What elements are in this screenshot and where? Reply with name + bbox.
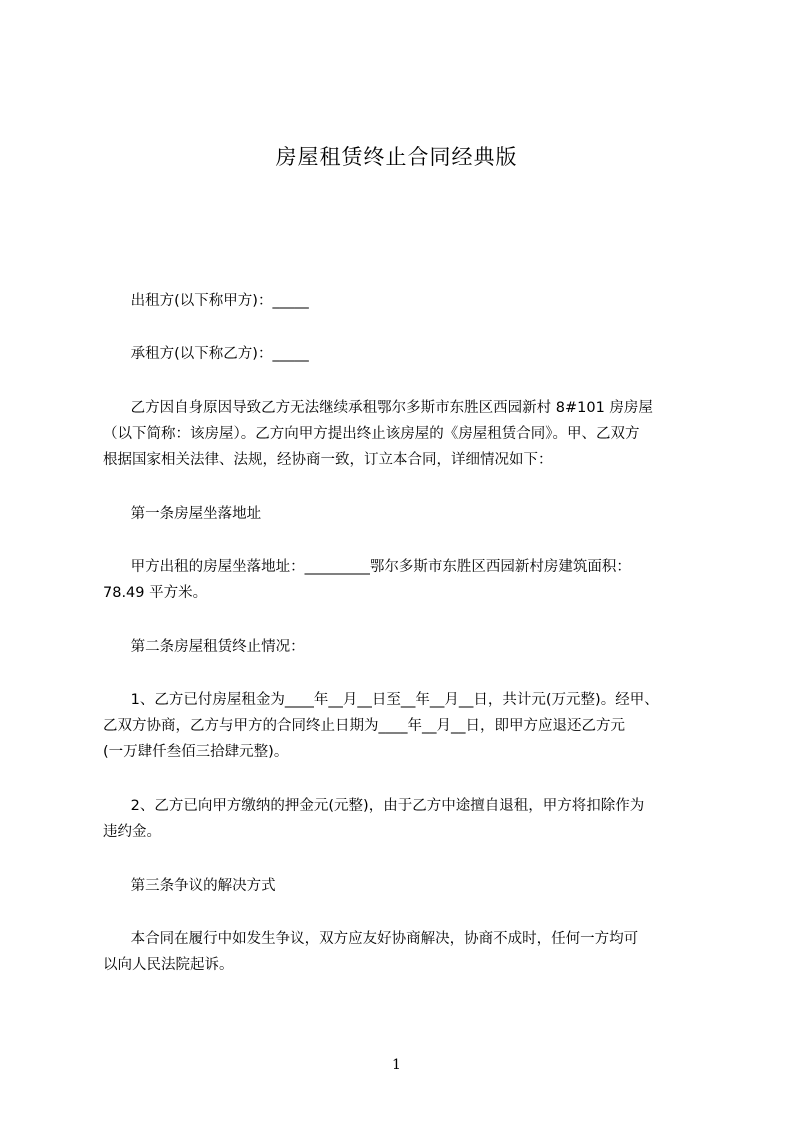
article-2-item-2-line: 2、乙方已向甲方缴纳的押金元(元整)，由于乙方中途擅自退租，甲方将扣除作为 [103, 798, 645, 814]
article-2-item-1-line: 1、乙方已付房屋租金为____年__月__日至__年__月__日，共计元(万元整)。经甲、 [103, 692, 659, 708]
page-number: 1 [392, 1057, 401, 1073]
intro-paragraph-line: 乙方因自身原因导致乙方无法继续承租鄂尔多斯市东胜区西园新村 8#101 房房屋 [103, 400, 653, 416]
document-title: 房屋租赁终止合同经典版 [275, 145, 518, 169]
article-3-body-line: 以向人民法院起诉。 [103, 957, 234, 973]
article-2-item-1-line: 乙双方协商，乙方与甲方的合同终止日期为____年__月__日，即甲方应退还乙方元 [103, 718, 625, 734]
article-2-item-1-line: (一万肆仟叁佰三拾肆元整)。 [103, 744, 289, 760]
article-2-heading: 第二条房屋租赁终止情况： [103, 639, 305, 655]
article-1-body-line: 甲方出租的房屋坐落地址：_________鄂尔多斯市东胜区西园新村房建筑面积： [103, 559, 631, 575]
article-1-heading: 第一条房屋坐落地址 [103, 506, 262, 522]
intro-paragraph-line: 根据国家相关法律、法规，经协商一致，订立本合同，详细情况如下： [103, 452, 553, 468]
article-2-item-2-line: 违约金。 [103, 824, 161, 840]
lessee-line: 承租方(以下称乙方)：_____ [103, 346, 309, 362]
intro-paragraph-line: （以下简称：该房屋）。乙方向甲方提出终止该房屋的《房屋租赁合同》。甲、乙双方 [103, 426, 640, 442]
article-3-body-line: 本合同在履行中如发生争议，双方应友好协商解决，协商不成时，任何一方均可 [103, 931, 639, 947]
lessor-line: 出租方(以下称甲方)：_____ [103, 293, 309, 309]
article-1-body-line: 78.49 平方米。 [103, 585, 208, 601]
article-3-heading: 第三条争议的解决方式 [103, 878, 276, 894]
